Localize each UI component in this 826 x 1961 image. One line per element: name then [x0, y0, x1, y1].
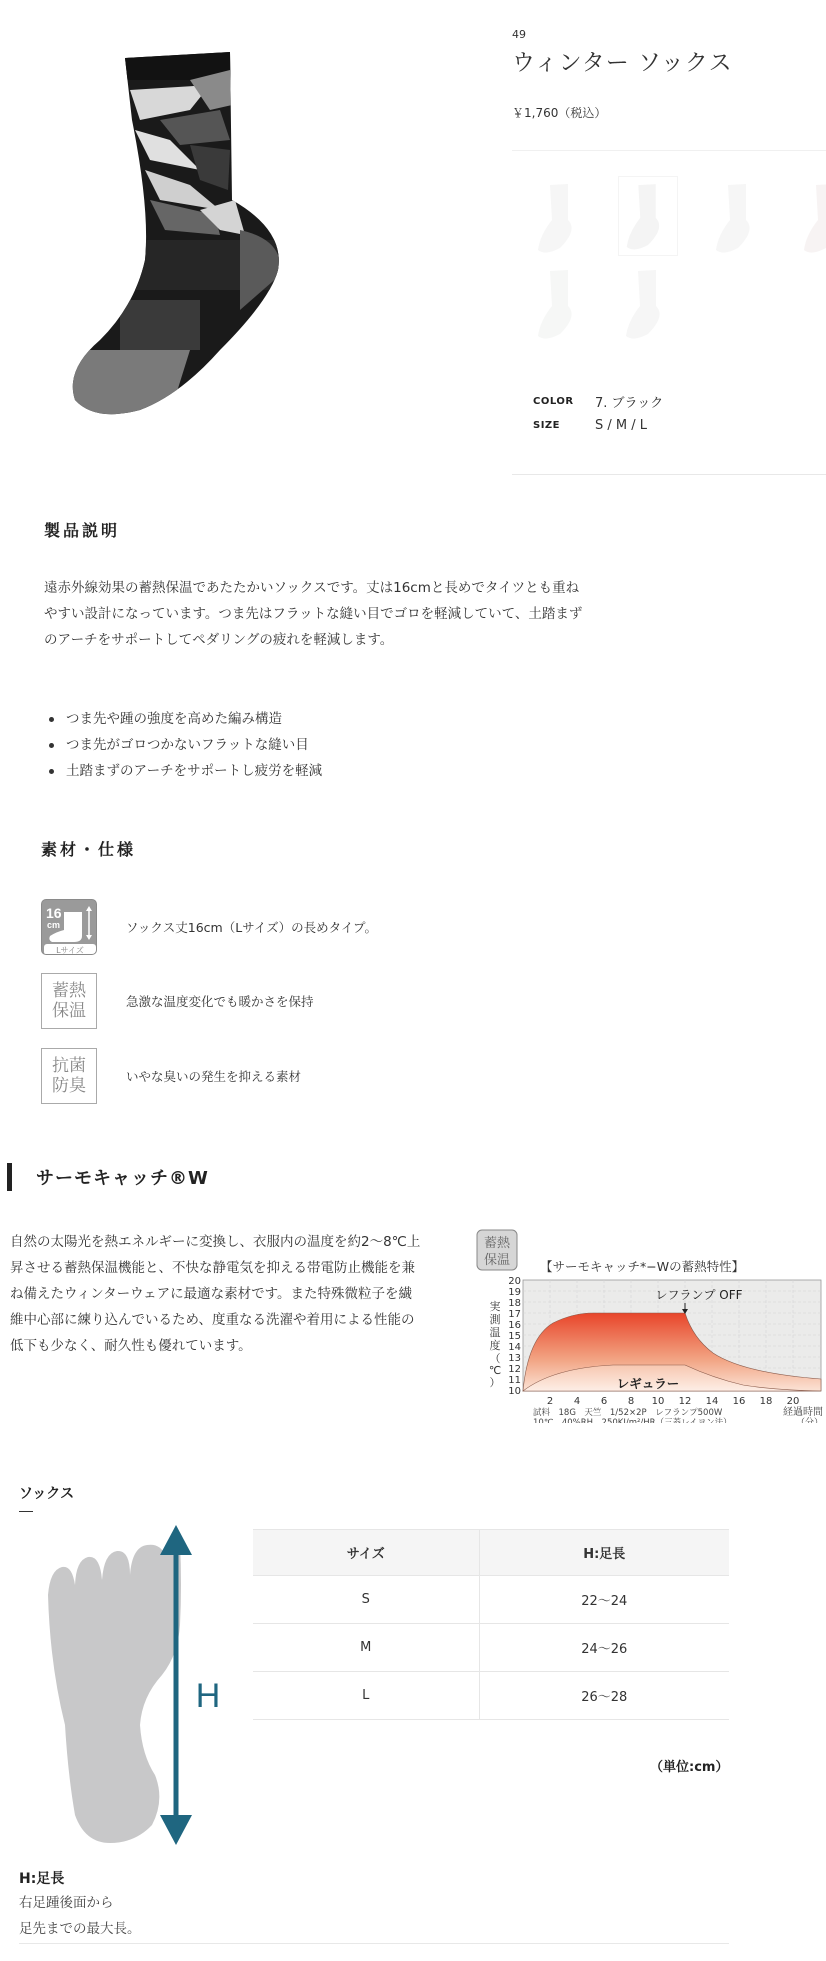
- svg-text:（: （: [489, 1352, 501, 1365]
- feature-sock-length: [41, 899, 377, 955]
- feature-heat-retention: [41, 973, 314, 1029]
- feature-text: ソックス丈16cm（Lサイズ）の長めタイプ。: [126, 920, 378, 935]
- cell-length: 26〜28: [479, 1672, 729, 1720]
- svg-text:19: 19: [508, 1287, 521, 1298]
- svg-text:測: 測: [489, 1313, 501, 1326]
- arrow-up-icon: [160, 1525, 192, 1555]
- bullet-item: 土踏まずのアーチをサポートし疲労を軽減: [44, 758, 322, 784]
- color-thumbnail[interactable]: [796, 180, 826, 260]
- product-image: [70, 50, 360, 460]
- cell-size: M: [253, 1624, 479, 1672]
- svg-text:13: 13: [508, 1353, 521, 1364]
- svg-text:18: 18: [759, 1396, 773, 1407]
- antibacterial-deodorant-icon: [41, 1048, 97, 1104]
- svg-text:保温: 保温: [483, 1253, 511, 1268]
- svg-text:実: 実: [489, 1300, 501, 1313]
- svg-text:15: 15: [508, 1331, 521, 1342]
- column-header-length: H:足長: [479, 1530, 729, 1576]
- svg-text:レギュラー: レギュラー: [616, 1376, 680, 1391]
- description-heading: 製品説明: [44, 521, 121, 540]
- svg-text:温: 温: [489, 1326, 501, 1339]
- color-thumbnails: [530, 180, 826, 360]
- arrow-down-icon: [160, 1815, 192, 1845]
- svg-text:【サーモキャッチ*−Wの蓄熱特性】: 【サーモキャッチ*−Wの蓄熱特性】: [540, 1259, 745, 1274]
- svg-text:℃: ℃: [488, 1364, 502, 1377]
- measurement-label: H:足長: [19, 1871, 65, 1887]
- divider: [512, 150, 826, 151]
- heat-retention-icon: [41, 973, 97, 1029]
- svg-text:14: 14: [705, 1396, 719, 1407]
- spec-size: [533, 418, 647, 433]
- cell-length: 22〜24: [479, 1576, 729, 1624]
- spec-color: [533, 392, 663, 411]
- svg-text:12: 12: [508, 1364, 521, 1375]
- table-row: [253, 1672, 729, 1720]
- svg-text:18: 18: [508, 1298, 521, 1309]
- svg-text:レフランプ OFF: レフランプ OFF: [655, 1288, 743, 1302]
- thermocatch-paragraph: 自然の太陽光を熱エネルギーに変換し、衣服内の温度を約2〜8℃上昇させる蓄熱保温機能と、不快な静電気を抑える帯電防止機能を兼ね備えたウィンターウェアに最適な素材です。また特殊微粒子を繊維中心部に練り込んでいるため、度重なる洗濯や着用による性能の低下も少なく、耐久性も優れています。: [10, 1234, 421, 1354]
- product-price: ￥1,760（税込）: [512, 106, 607, 120]
- feature-text: 急激な温度変化でも暖かさを保持: [126, 994, 314, 1009]
- spec-size-label: SIZE: [533, 420, 561, 431]
- svg-text:20: 20: [786, 1396, 800, 1407]
- svg-text:Lサイズ: Lサイズ: [56, 946, 84, 955]
- cell-length: 24〜26: [479, 1624, 729, 1672]
- color-thumbnail[interactable]: [530, 180, 590, 260]
- cell-size: S: [253, 1576, 479, 1624]
- svg-text:10℃ 40%RH 250KJ/m²/HR（三菱レイヨン法）: 10℃ 40%RH 250KJ/m²/HR（三菱レイヨン法）: [533, 1418, 732, 1423]
- svg-text:）: ）: [489, 1376, 501, 1389]
- svg-text:20: 20: [508, 1276, 521, 1287]
- measurement-description: [19, 1890, 141, 1942]
- description-paragraph: 遠赤外線効果の蓄熱保温であたたかいソックスです。丈は16cmと長めでタイツとも重ねやすい設計になっています。つま先はフラットな縫い目でゴロを軽減していて、土踏まずのアーチをサポートしてペダリングの疲れを軽減します。: [44, 580, 583, 648]
- product-title: ウィンター ソックス: [512, 50, 733, 76]
- table-row: [253, 1576, 729, 1624]
- svg-text:経過時間: 経過時間: [783, 1407, 823, 1418]
- table-row: [253, 1624, 729, 1672]
- divider: [19, 1943, 729, 1944]
- thermocatch-heading: サーモキャッチ®W: [36, 1168, 209, 1189]
- svg-text:17: 17: [508, 1309, 521, 1320]
- measurement-description-line: 足先までの最大長。: [19, 1921, 141, 1937]
- divider: [19, 1511, 33, 1512]
- spec-size-value: S / M / L: [595, 418, 647, 433]
- size-table: [253, 1529, 729, 1720]
- icon-text: 蓄熱: [52, 981, 86, 1001]
- svg-text:cm: cm: [47, 920, 61, 930]
- svg-text:16: 16: [732, 1396, 746, 1407]
- icon-text: 保温: [52, 1001, 86, 1021]
- svg-text:10: 10: [508, 1386, 521, 1397]
- color-thumbnail[interactable]: [708, 180, 768, 260]
- svg-text:16: 16: [46, 905, 62, 921]
- feature-bullet-list: [44, 706, 322, 784]
- svg-text:2: 2: [546, 1396, 554, 1407]
- svg-text:12: 12: [678, 1396, 692, 1407]
- bullet-item: つま先や踵の強度を高めた編み構造: [44, 706, 322, 732]
- measurement-description-line: 右足踵後面から: [19, 1895, 114, 1911]
- table-header-row: [253, 1530, 729, 1576]
- size-chart-title: ソックス: [19, 1486, 75, 1502]
- svg-text:度: 度: [489, 1339, 501, 1352]
- foot-length-diagram: [30, 1525, 240, 1850]
- sock-length-16cm-icon: [41, 899, 97, 955]
- svg-text:4: 4: [573, 1396, 581, 1407]
- heat-retention-chart: [473, 1228, 826, 1423]
- svg-text:14: 14: [508, 1342, 521, 1353]
- model-number: 49: [512, 28, 526, 41]
- heading-accent-bar: [7, 1163, 12, 1191]
- svg-text:試料 18G 天竺 1/52×2P レフランプ500W: 試料 18G 天竺 1/52×2P レフランプ500W: [533, 1408, 723, 1418]
- bullet-item: つま先がゴロつかないフラットな縫い目: [44, 732, 322, 758]
- foot-icon: [48, 1543, 181, 1843]
- icon-text: 防臭: [52, 1076, 86, 1096]
- feature-antibacterial: [41, 1048, 301, 1104]
- svg-text:（分）: （分）: [795, 1418, 823, 1423]
- cell-size: L: [253, 1672, 479, 1720]
- svg-text:H: H: [195, 1677, 221, 1715]
- color-thumbnail-selected[interactable]: [618, 176, 678, 256]
- spec-color-value: 7. ブラック: [595, 396, 664, 411]
- color-thumbnail[interactable]: [530, 266, 590, 346]
- materials-heading: 素材・仕様: [41, 840, 137, 859]
- feature-text: いやな臭いの発生を抑える素材: [126, 1069, 302, 1084]
- icon-text: 抗菌: [52, 1056, 86, 1076]
- svg-text:16: 16: [508, 1320, 521, 1331]
- svg-text:蓄熱: 蓄熱: [483, 1236, 511, 1251]
- svg-text:11: 11: [508, 1375, 521, 1386]
- color-thumbnail[interactable]: [618, 266, 678, 346]
- divider: [512, 474, 826, 475]
- svg-text:6: 6: [600, 1396, 608, 1407]
- svg-text:8: 8: [627, 1396, 635, 1407]
- spec-color-label: COLOR: [533, 396, 574, 407]
- unit-note: （単位:cm）: [650, 1760, 729, 1775]
- column-header-size: サイズ: [253, 1530, 479, 1576]
- svg-text:10: 10: [651, 1396, 665, 1407]
